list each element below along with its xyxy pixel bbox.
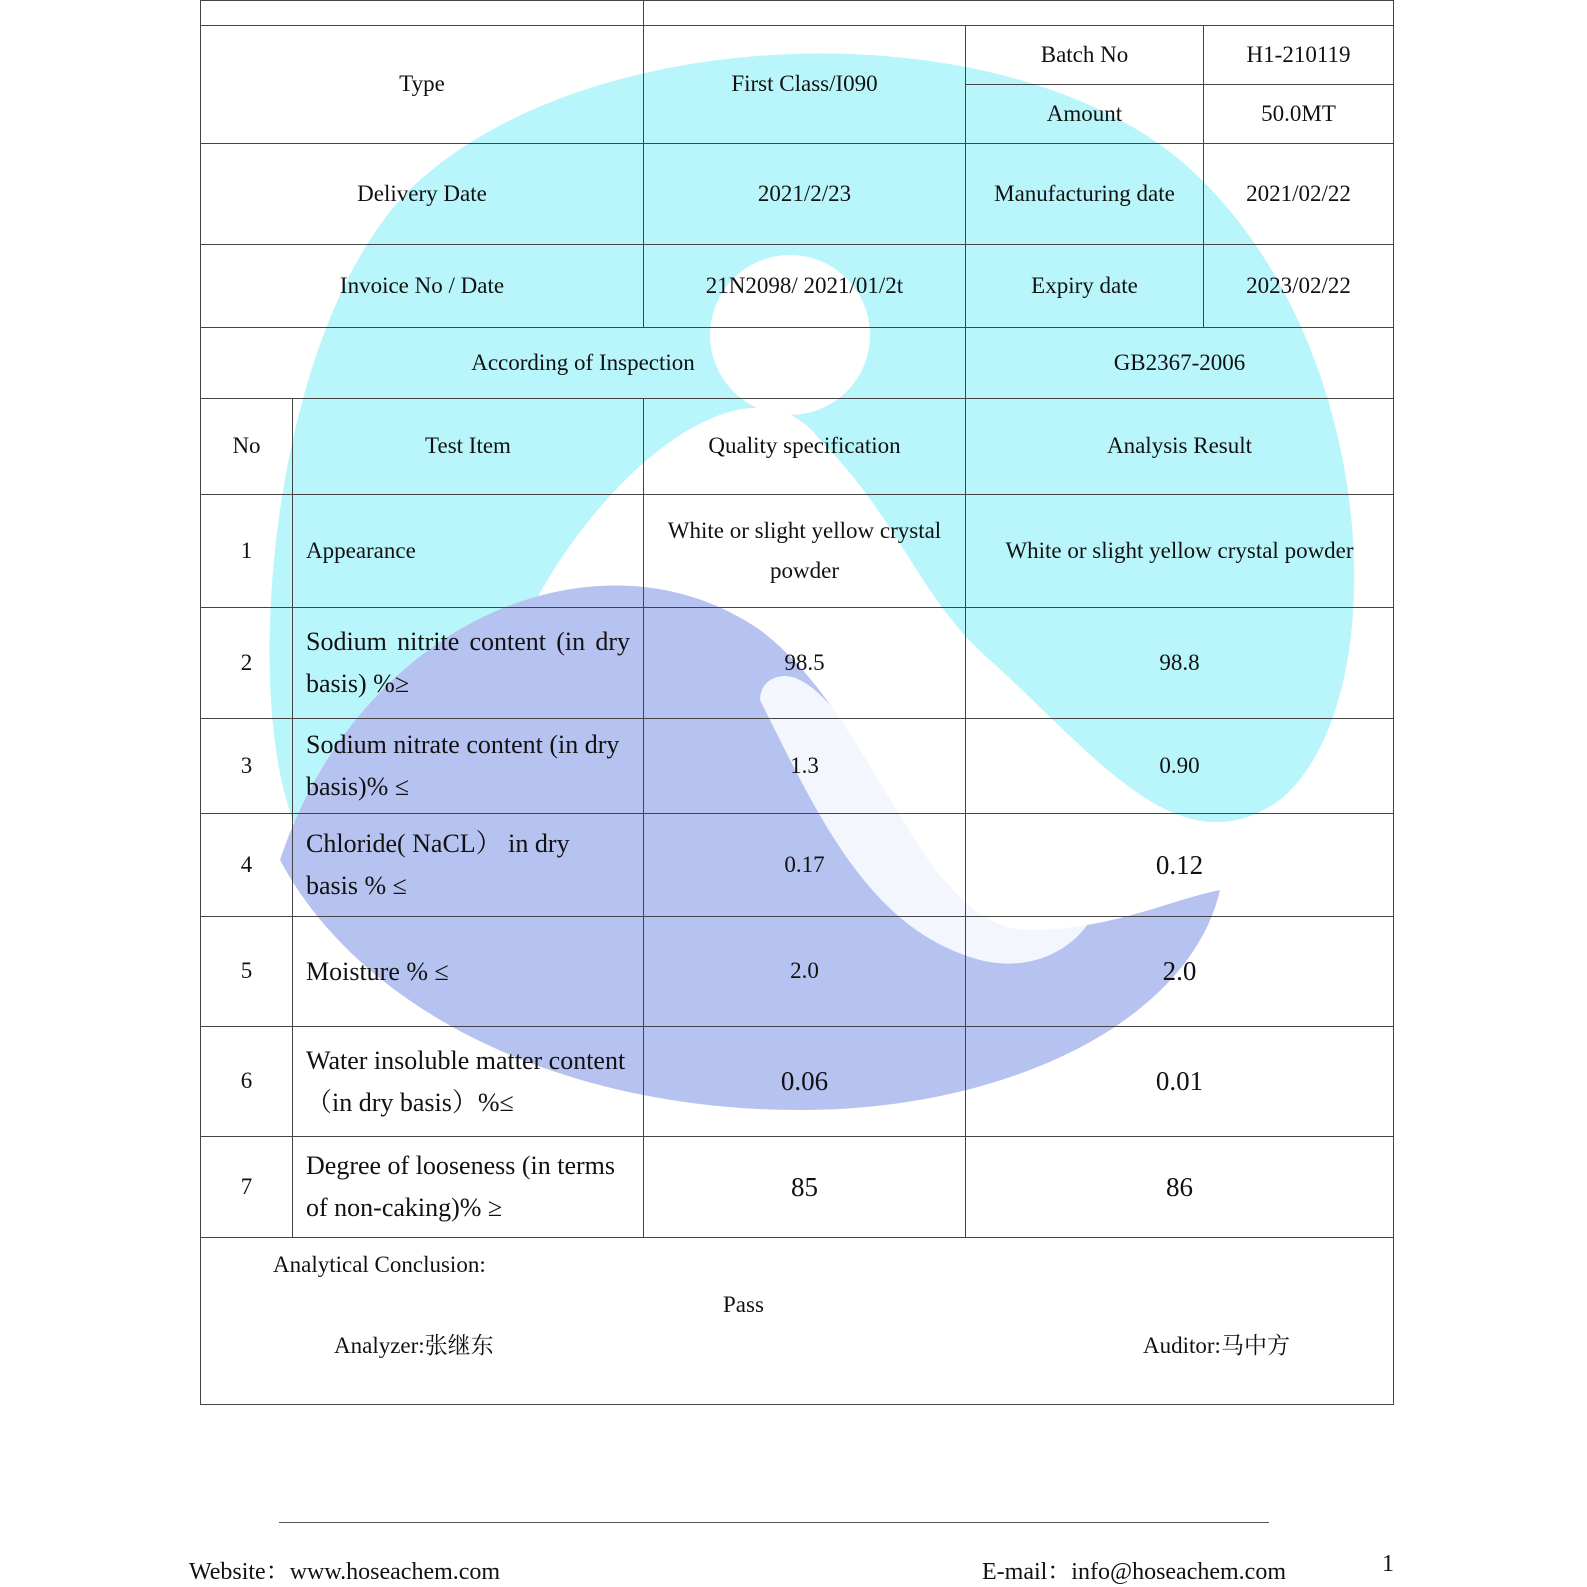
- analysis-result: 98.8: [966, 608, 1394, 719]
- amount-value: 50.0MT: [1204, 85, 1394, 144]
- manufacturing-date-label: Manufacturing date: [966, 144, 1204, 245]
- analyzer-signature: Analyzer:张继东: [334, 1333, 494, 1358]
- auditor-signature: Auditor:马中方: [1143, 1333, 1290, 1358]
- table-row: [201, 1027, 1394, 1137]
- column-header-spec: Quality specification: [644, 399, 966, 495]
- test-item: Chloride( NaCL） in dry basis % ≤: [293, 814, 644, 917]
- row-no: 3: [201, 719, 293, 814]
- row-no: 1: [201, 495, 293, 608]
- table-row: [201, 814, 1394, 917]
- quality-spec: 1.3: [644, 719, 966, 814]
- conclusion-row: [201, 1238, 1394, 1405]
- analysis-result: 86: [966, 1137, 1394, 1238]
- amount-label: Amount: [966, 85, 1204, 144]
- inspection-standard-value: GB2367-2006: [966, 328, 1394, 399]
- test-item: Degree of looseness (in terms of non-caking)% ≥: [293, 1137, 644, 1238]
- table-row: [201, 1137, 1394, 1238]
- row-no: 4: [201, 814, 293, 917]
- footer-website[interactable]: Website：www.hoseachem.com: [189, 1559, 501, 1585]
- quality-spec: 0.17: [644, 814, 966, 917]
- quality-spec: White or slight yellow crystal powder: [644, 495, 966, 608]
- inspection-standard-label: According of Inspection: [201, 328, 966, 399]
- analysis-result: 2.0: [966, 917, 1394, 1027]
- certificate-of-analysis-table: [200, 0, 1394, 1405]
- test-item: Sodium nitrate content (in dry basis)% ≤: [293, 719, 644, 814]
- expiry-date-label: Expiry date: [966, 245, 1204, 328]
- column-header-row: [201, 399, 1394, 495]
- conclusion-label: Analytical Conclusion:: [273, 1252, 486, 1277]
- quality-spec: 0.06: [644, 1027, 966, 1137]
- conclusion-result: Pass: [723, 1292, 764, 1317]
- column-header-result: Analysis Result: [966, 399, 1394, 495]
- quality-spec: 2.0: [644, 917, 966, 1027]
- delivery-date-label: Delivery Date: [201, 144, 644, 245]
- test-item: Sodium nitrite content (in dry basis) %≥: [293, 608, 644, 719]
- test-item: Moisture % ≤: [293, 917, 644, 1027]
- test-item: Appearance: [293, 495, 644, 608]
- analysis-result: 0.12: [966, 814, 1394, 917]
- footer-divider: [279, 1522, 1269, 1523]
- quality-spec: 85: [644, 1137, 966, 1238]
- footer-email[interactable]: E-mail：info@hoseachem.com: [982, 1559, 1287, 1585]
- conclusion-section: [201, 1238, 1394, 1405]
- invoice-label: Invoice No / Date: [201, 245, 644, 328]
- type-value: First Class/I090: [644, 26, 966, 144]
- batch-value: H1-210119: [1204, 26, 1394, 85]
- table-row: [201, 719, 1394, 814]
- quality-spec: 98.5: [644, 608, 966, 719]
- analysis-result: 0.90: [966, 719, 1394, 814]
- analysis-result: White or slight yellow crystal powder: [966, 495, 1394, 608]
- column-header-test-item: Test Item: [293, 399, 644, 495]
- expiry-date-value: 2023/02/22: [1204, 245, 1394, 328]
- delivery-date-value: 2021/2/23: [644, 144, 966, 245]
- batch-label: Batch No: [966, 26, 1204, 85]
- row-no: 6: [201, 1027, 293, 1137]
- table-row: [201, 495, 1394, 608]
- row-no: 2: [201, 608, 293, 719]
- invoice-value: 21N2098/ 2021/01/2t: [644, 245, 966, 328]
- analysis-result: 0.01: [966, 1027, 1394, 1137]
- table-row: [201, 917, 1394, 1027]
- test-item: Water insoluble matter content（in dry basis）%≤: [293, 1027, 644, 1137]
- empty-cell: [644, 1, 1394, 26]
- type-label: Type: [201, 26, 644, 144]
- column-header-no: No: [201, 399, 293, 495]
- row-no: 5: [201, 917, 293, 1027]
- table-row: [201, 608, 1394, 719]
- empty-cell: [201, 1, 644, 26]
- top-row: [201, 1, 1394, 26]
- page-number: 1: [1382, 1551, 1394, 1577]
- manufacturing-date-value: 2021/02/22: [1204, 144, 1394, 245]
- row-no: 7: [201, 1137, 293, 1238]
